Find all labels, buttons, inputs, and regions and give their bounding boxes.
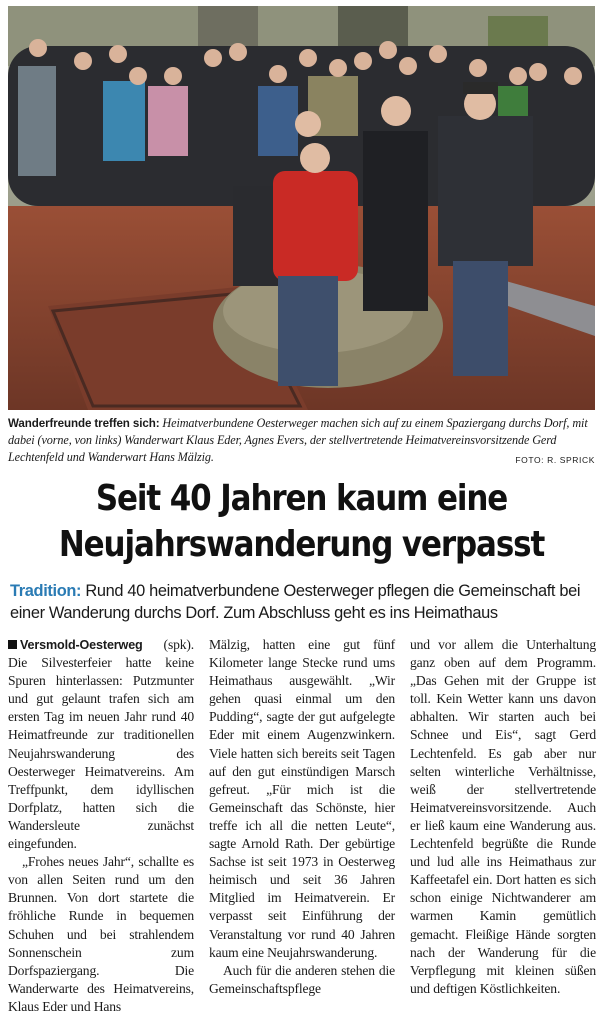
subheading-kicker: Tradition: [10,582,82,600]
headline [42,476,561,568]
photo-caption [8,415,595,466]
article-column-1 [8,636,194,1016]
subheading-text: Rund 40 heimatverbundene Oesterweger pflegen die Gemeinschaft bei einer Wanderung durchs Dorf. Zum Abschluss geht es ins Heimathaus [10,582,581,622]
group-photo-icon [8,6,595,410]
paragraph-text: Die Silvesterfeier hatte keine Spuren hinterlassen: Putzmunter und gut gelaunt trafen sich am ersten Tag im neuen Jahr rund 40 Heimatfreunde zur traditionellen Neujahrswanderung des Oesterweger Heimatvereins. Am Treffpunkt, dem idyllischen Dorfplatz, hatten sich die Wandersleute zunächst eingefunden. [8,655,194,852]
article-paragraph-3: Mälzig, hatten eine gut fünf Kilometer lange Stecke rund ums Heimathaus ausgewählt. „Wir gehen quasi einmal um den Pudding“, sagte der gut aufgelegte Eder mit einem Augenzwinkern. Viele hatten sich bereits seit Tagen auf den gut einstündigen Marsch gefreut. „Für mich ist die Gemeinschaft das Schönste, hier treffe ich all die netten Leute“, sagte Arnold Rath. Der gebürtige Sachse ist seit 1973 in Oesterweg heimisch und seit 36 Jahren Mitglied im Heimatverein. Er verpasst seit Einführung der Veranstaltung vor rund 40 Jahren kaum eine Neujahrswanderung. [209,637,395,960]
square-bullet-icon [8,640,17,649]
caption-lead: Wanderfreunde treffen sich: [8,417,160,430]
subheading [10,580,600,624]
article-photo [8,6,595,410]
article-paragraph-5: und vor allem die Unterhaltung ganz oben auf dem Programm. „Das Gehen mit der Gruppe ist toll. Kein Wetter kann uns davon abhalten. Wir starten auch bei Schnee und Eis“, sagt Gerd Lechtenfeld. Es gab aber nur selten winterliche Verhältnisse, weiß der stellvertretende Heimatvereinsvorsitzende. Auch er ließ kaum eine Wanderung aus. Lechtenfeld begrüßte die Runde und lud alle ins Heimathaus zur Kaffeetafel ein. Dort hatten es sich schon einige Nichtwanderer am warmen Kamin gemütlich gemacht. Fleißige Hände sorgten nach der Wanderung für die Verpflegung mit kleinen süßen und deftigen Köstlichkeiten. [410,637,596,996]
caption-text: Heimatverbundene Oesterweger machen sich auf zu einem Spaziergang durchs Dorf, mit dabei (vorne, von links) Wanderwart Klaus Eder, Agnes Evers, der stellvertretende Heimatvereinsvorsitzende Gerd Lechtenfeld und Wanderwart Hans Mälzig. [8,416,588,464]
article-paragraph-1 [8,636,194,853]
article-column-2 [209,636,395,998]
headline-line-2: Neujahrswanderung verpasst [58,524,545,565]
article-column-3 [410,636,596,998]
headline-line-1: Seit 40 Jahren kaum eine [95,478,508,519]
article-paragraph-2: „Frohes neues Jahr“, schallte es von allen Seiten rund um den Brunnen. Von dort startete die fröhliche Runde in bequemen Schuhen und bei strahlendem Sonnenschein zum Dorfspaziergang. Die Wanderwarte des Heimatvereins, Klaus Eder und Hans [8,854,194,1014]
article-paragraph-4: Auch für die anderen stehen die Gemeinschaftspflege [209,962,395,996]
photo-credit: FOTO: R. SPRICK [515,455,595,465]
author-tag: (spk). [142,637,194,652]
dateline: Versmold-Oesterweg [20,638,143,652]
